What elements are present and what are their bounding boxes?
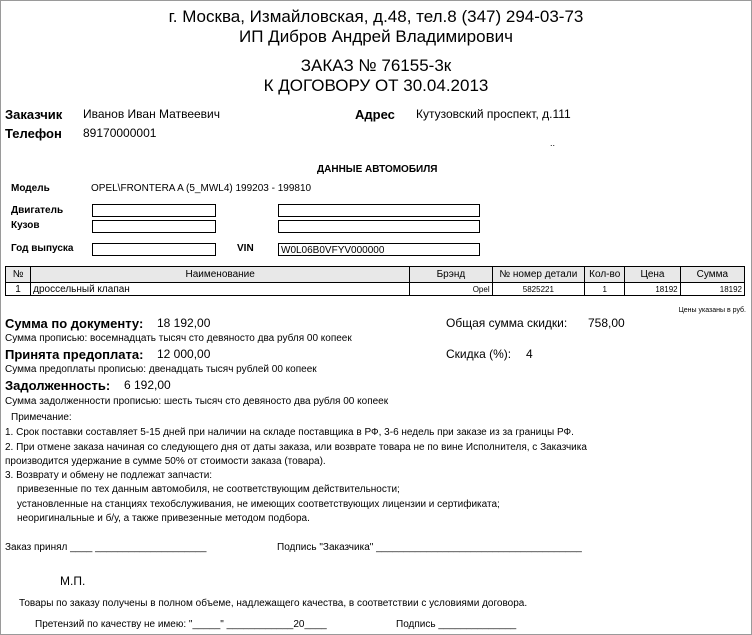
engine-field-2 [278, 204, 480, 217]
prices-note: Цены указаны в руб. [678, 307, 746, 314]
customer-signature: Подпись "Заказчика" _____________________________________ [277, 542, 582, 553]
accepted-by: Заказ принял ____ ____________________ [5, 542, 207, 553]
note-3: 3. Возврату и обмену не подлежат запчасти: [5, 470, 213, 481]
note-2b: производится удержание в сумме 50% от стоимости заказа (товара). [5, 456, 326, 467]
engine-label: Двигатель [11, 205, 64, 216]
prepaid-label: Принята предоплата: [5, 347, 144, 362]
cell-sum: 18192 [680, 283, 744, 296]
cell-part-number: 5825221 [492, 283, 585, 296]
note-3a: привезенные по тех данным автомобиля, не соответствующим действительности; [17, 484, 400, 495]
col-header-brand: Брэнд [410, 267, 492, 283]
debt-words: Сумма задолженности прописью: шесть тысяч сто девяносто два рубля 00 копеек [5, 396, 389, 407]
contract-date: К ДОГОВОРУ ОТ 30.04.2013 [263, 76, 489, 95]
address-value: Кутузовский проспект, д.111 [416, 107, 571, 121]
discount-pct-label: Скидка (%): [446, 347, 512, 361]
model-label: Модель [11, 183, 50, 194]
discount-pct-value: 4 [526, 347, 533, 361]
address-label: Адрес [355, 107, 395, 122]
note-3b: установленные на станциях техобслуживания, не имеющих соответствующих лицензии и сертификата; [17, 499, 500, 510]
customer-value: Иванов Иван Матвеевич [83, 107, 221, 121]
year-field [92, 243, 216, 256]
col-header-quantity: Кол-во [585, 267, 625, 283]
engine-field-1 [92, 204, 216, 217]
table-row [6, 283, 745, 296]
claims-line: Претензий по качеству не имею: "_____" ____________20____ [35, 619, 327, 630]
vin-field: W0L06B0VFYV000000 [278, 243, 480, 256]
col-header-price: Цена [625, 267, 680, 283]
doc-sum-value: 18 192,00 [157, 316, 211, 330]
body-label: Кузов [11, 220, 40, 231]
customer-label: Заказчик [5, 107, 63, 122]
doc-sum-label: Сумма по документу: [5, 316, 144, 331]
note-1: 1. Срок поставки составляет 5-15 дней при наличии на складе поставщика в РФ, 3-6 недель при заказе из за границы РФ. [5, 427, 574, 438]
prepaid-words: Сумма предоплаты прописью: двенадцать тысяч рублей 00 копеек [5, 364, 317, 375]
cell-name: дроссельный клапан [31, 283, 410, 296]
doc-sum-words: Сумма прописью: восемнадцать тысяч сто девяносто два рубля 00 копеек [5, 333, 352, 344]
debt-value: 6 192,00 [124, 378, 171, 392]
note-3c: неоригинальные и б/у, а также привезенные методом подбора. [17, 513, 310, 524]
cell-price: 18192 [625, 283, 680, 296]
order-number: ЗАКАЗ № 76155-3к [300, 56, 452, 75]
dots: .. [550, 138, 556, 148]
stamp-place: М.П. [60, 574, 86, 588]
model-value: OPEL\FRONTERA A (5_MWL4) 199203 - 199810 [91, 183, 312, 194]
vin-label: VIN [237, 243, 254, 254]
car-section-title: ДАННЫЕ АВТОМОБИЛЯ [317, 164, 438, 175]
col-header-name: Наименование [31, 267, 410, 283]
cell-quantity: 1 [585, 283, 625, 296]
col-header-number: № [6, 267, 31, 283]
discount-value: 758,00 [588, 316, 625, 330]
note-2a: 2. При отмене заказа начиная со следующего дня от даты заказа, или возврате товара не по вине Исполнителя, с Заказчика [5, 442, 587, 453]
body-field-2 [278, 220, 480, 233]
header-address: г. Москва, Измайловская, д.48, тел.8 (347) 294-03-73 [168, 7, 584, 26]
body-field-1 [92, 220, 216, 233]
phone-label: Телефон [5, 126, 62, 141]
col-header-part-number: № номер детали [492, 267, 585, 283]
notes-title: Примечание: [11, 412, 72, 423]
year-label: Год выпуска [11, 243, 74, 254]
header-company: ИП Дибров Андрей Владимирович [239, 27, 513, 46]
debt-label: Задолженность: [5, 378, 111, 393]
final-signature: Подпись ______________ [396, 619, 517, 630]
col-header-sum: Сумма [680, 267, 744, 283]
phone-value: 89170000001 [83, 126, 157, 140]
table-header-row [6, 267, 745, 283]
cell-number: 1 [6, 283, 31, 296]
prepaid-value: 12 000,00 [157, 347, 211, 361]
discount-label: Общая сумма скидки: [446, 316, 568, 330]
cell-brand: Opel [410, 283, 492, 296]
items-table [5, 266, 745, 296]
received-statement: Товары по заказу получены в полном объеме, надлежащего качества, в соответствии с условиями договора. [19, 598, 528, 609]
